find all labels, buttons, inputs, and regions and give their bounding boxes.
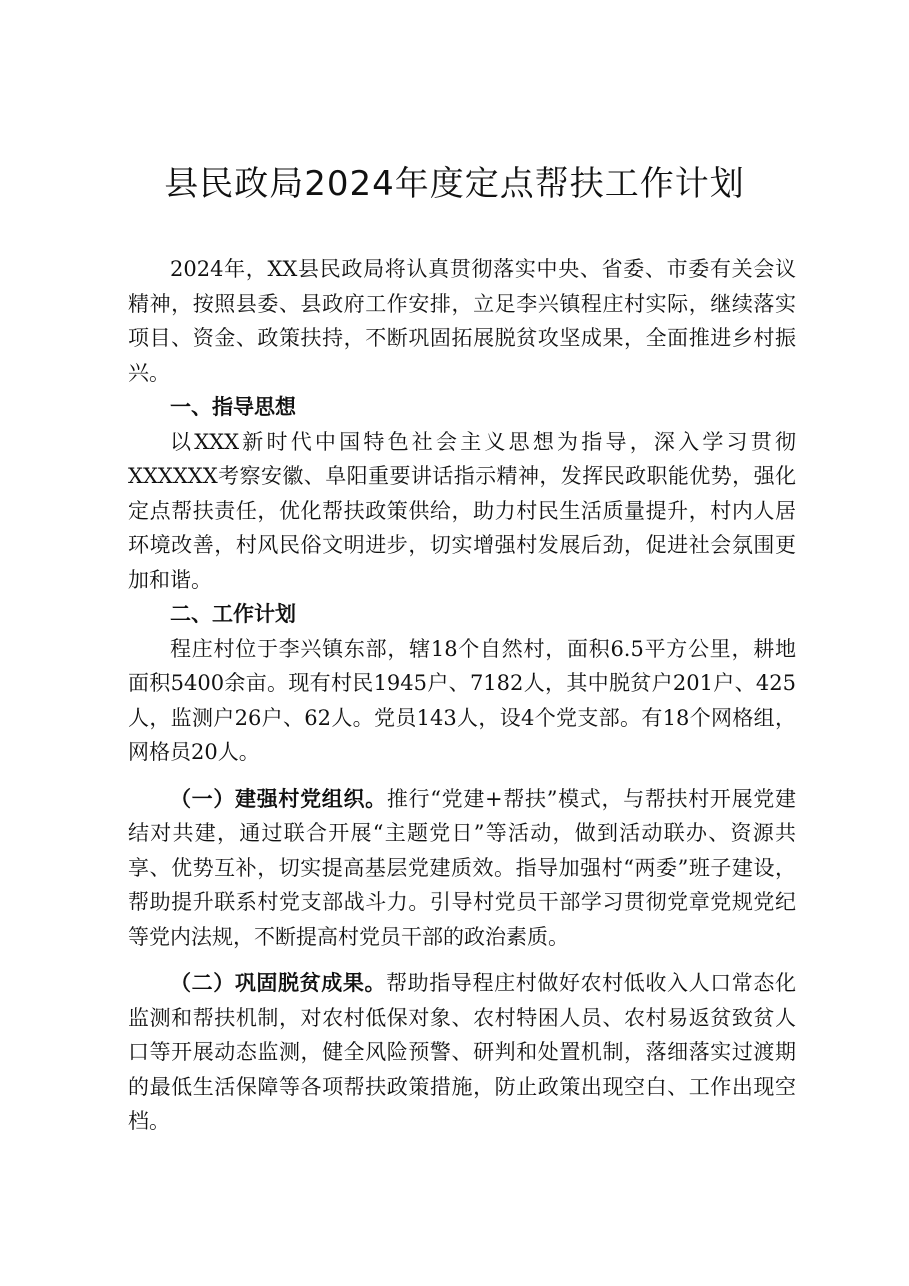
- document-title: 县民政局2024年度定点帮扶工作计划: [164, 164, 745, 204]
- village-overview-paragraph: 程庄村位于李兴镇东部，辖18个自然村，面积6.5平方公里，耕地面积5400余亩。现有村民1945户、7182人，其中脱贫户201户、425人，监测户26户、62人。党员143人，设4个党支部。有18个网格组，网格员20人。: [128, 636, 796, 764]
- document-body: [128, 252, 796, 1139]
- plan-item-party-organization: [128, 782, 796, 955]
- section-heading-work-plan: 二、工作计划: [170, 602, 296, 626]
- plan-item-text: 推行“党建+帮扶”模式，与帮扶村开展党建结对共建，通过联合开展“主题党日”等活动，做到活动联办、资源共享、优势互补，切实提高基层党建质效。指导加强村“两委”班子建设，帮助提升联系村党支部战斗力。引导村党员干部学习贯彻党章党规党纪等党内法规，不断提高村党员干部的政治素质。: [128, 786, 796, 949]
- plan-item-lead: （二）巩固脱贫成果。: [170, 971, 387, 995]
- intro-paragraph: 2024年，XX县民政局将认真贯彻落实中央、省委、市委有关会议精神，按照县委、县政府工作安排，立足李兴镇程庄村实际，继续落实项目、资金、政策扶持，不断巩固拓展脱贫攻坚成果，全面推进乡村振兴。: [128, 257, 796, 385]
- plan-item-poverty-results: [128, 966, 796, 1139]
- section-heading-guiding-ideology: 一、指导思想: [170, 395, 296, 419]
- guiding-ideology-paragraph: 以XXX新时代中国特色社会主义思想为指导，深入学习贯彻XXXXXX考察安徽、阜阳重要讲话指示精神，发挥民政职能优势，强化定点帮扶责任，优化帮扶政策供给，助力村民生活质量提升，村内人居环境改善，村风民俗文明进步，切实增强村发展后劲，促进社会氛围更加和谐。: [128, 429, 796, 592]
- plan-item-lead: （一）建强村党组织。: [170, 786, 387, 811]
- plan-item-text: 帮助指导程庄村做好农村低收入人口常态化监测和帮扶机制，对农村低保对象、农村特困人员、农村易返贫致贫人口等开展动态监测，健全风险预警、研判和处置机制，落细落实过渡期的最低生活保障等各项帮扶政策措施，防止政策出现空白、工作出现空档。: [128, 971, 797, 1133]
